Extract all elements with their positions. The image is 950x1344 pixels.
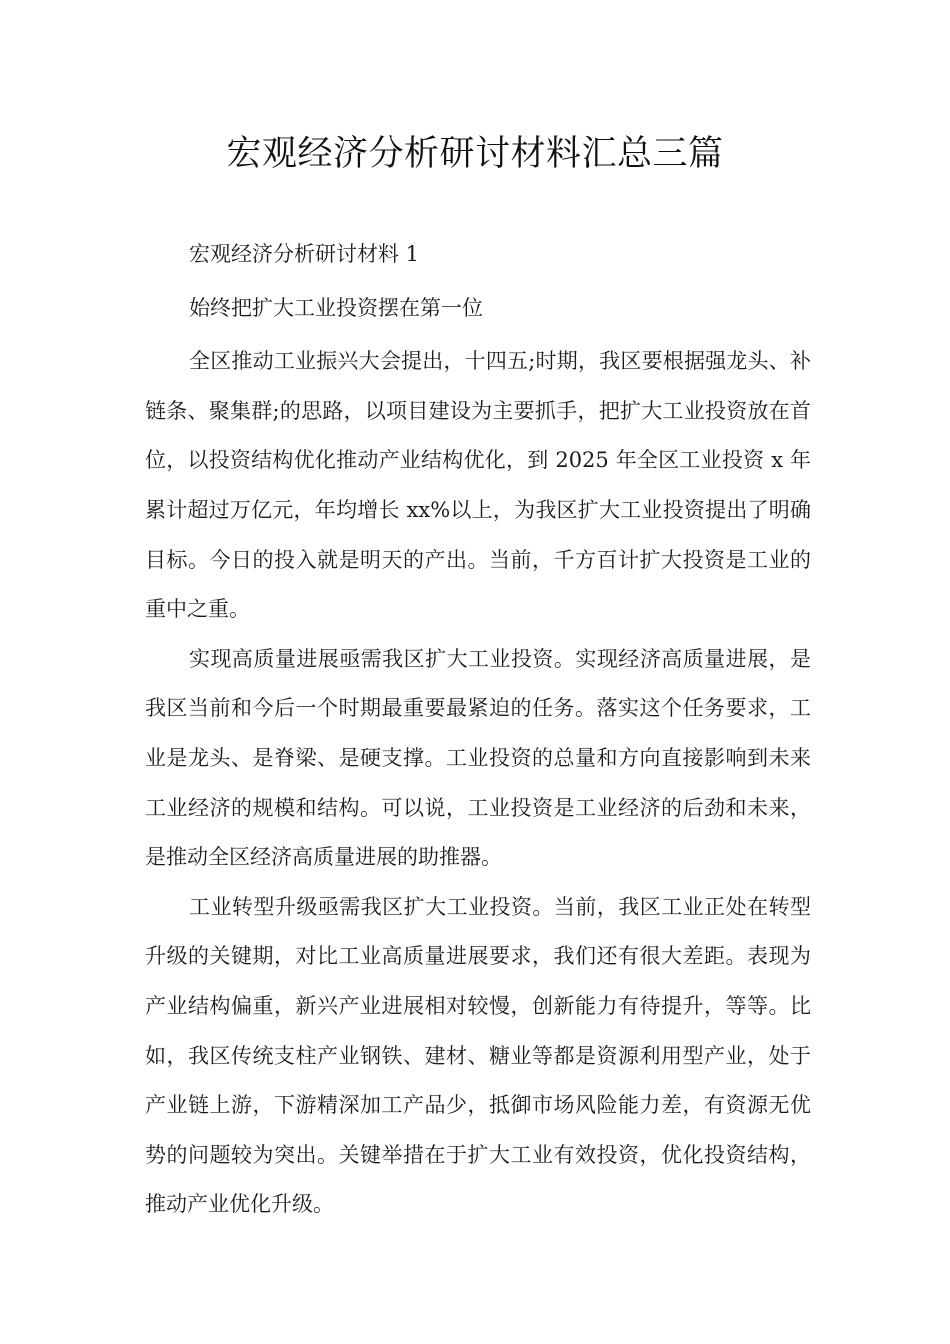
body-paragraph: 全区推动工业振兴大会提出，十四五;时期，我区要根据强龙头、补链条、聚集群;的思路，以项目建设为主要抓手，把扩大工业投资放在首位，以投资结构优化推动产业结构优化，到 2025 年全区工业投资 x 年累计超过万亿元，年均增长 xx%以上，为我区扩大工业投资提出了明确目标。今日的投入就是明天的产出。当前，千方百计扩大投资是工业的重中之重。	[145, 349, 811, 622]
document-title: 宏观经济分析研讨材料汇总三篇	[226, 134, 724, 174]
section-heading: 始终把扩大工业投资摆在第一位	[189, 295, 483, 320]
body-paragraph: 实现高质量进展亟需我区扩大工业投资。实现经济高质量进展，是我区当前和今后一个时期最重要最紧迫的任务。落实这个任务要求，工业是龙头、是脊梁、是硬支撑。工业投资的总量和方向直接影响到未来工业经济的规模和结构。可以说，工业投资是工业经济的后劲和未来，是推动全区经济高质量进展的助推器。	[145, 646, 811, 870]
body-paragraph: 工业转型升级亟需我区扩大工业投资。当前，我区工业正处在转型升级的关键期，对比工业高质量进展要求，我们还有很大差距。表现为产业结构偏重，新兴产业进展相对较慢，创新能力有待提升，等等。比如，我区传统支柱产业钢铁、建材、糖业等都是资源利用型产业，处于产业链上游，下游精深加工产品少，抵御市场风险能力差，有资源无优势的问题较为突出。关键举措在于扩大工业有效投资，优化投资结构，推动产业优化升级。	[145, 894, 811, 1217]
document-subtitle: 宏观经济分析研讨材料 1	[189, 242, 420, 266]
document-body	[145, 230, 811, 1230]
